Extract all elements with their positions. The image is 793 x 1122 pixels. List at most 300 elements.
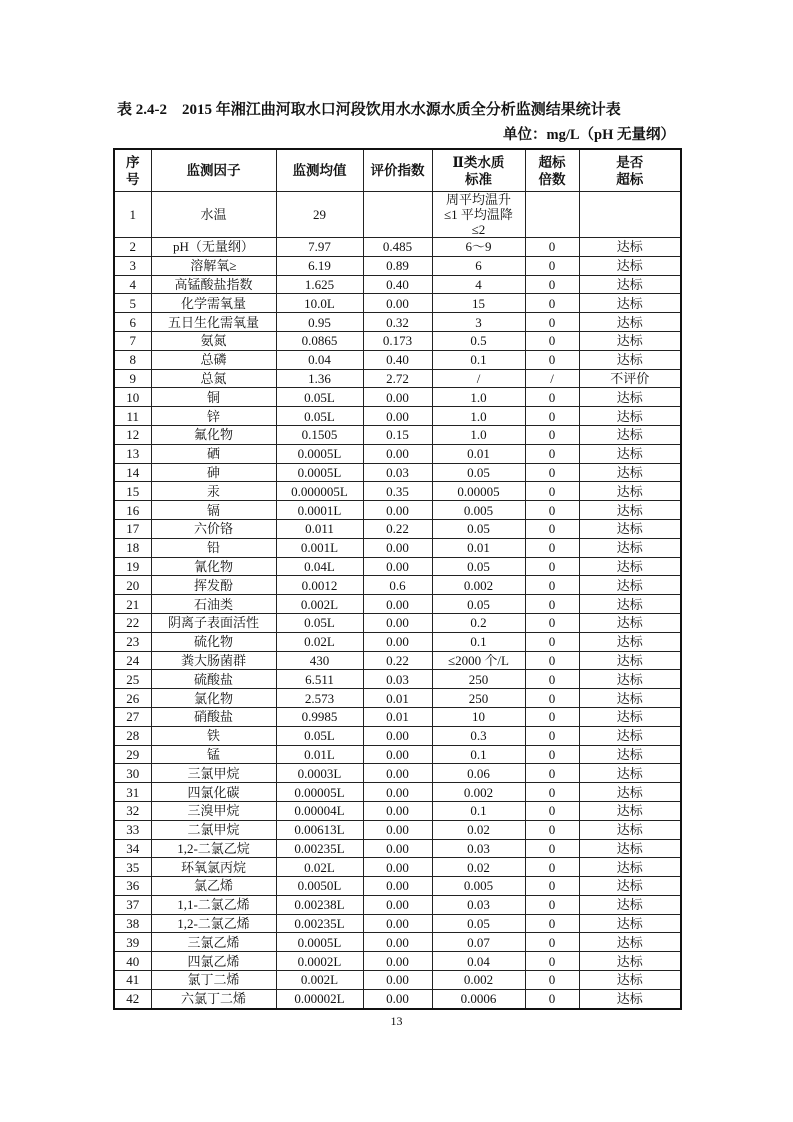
factor-name: 四氯化碳 [151, 783, 276, 802]
table-row [114, 256, 681, 275]
exceed-status: 达标 [579, 670, 681, 689]
exceed-status: 达标 [579, 651, 681, 670]
table-row [114, 425, 681, 444]
exceed-times: 0 [525, 820, 579, 839]
table-row [114, 350, 681, 369]
exceed-times: 0 [525, 933, 579, 952]
factor-name: 铁 [151, 726, 276, 745]
exceed-status: 达标 [579, 989, 681, 1008]
row-index: 15 [114, 482, 151, 501]
mean-value: 0.1505 [276, 425, 363, 444]
exceed-times: 0 [525, 294, 579, 313]
row-index: 34 [114, 839, 151, 858]
exceed-times: 0 [525, 482, 579, 501]
table-row [114, 275, 681, 294]
factor-name: 五日生化需氧量 [151, 313, 276, 332]
mean-value: 29 [276, 192, 363, 238]
standard-value: 4 [432, 275, 525, 294]
evaluation-index: 0.00 [363, 407, 432, 426]
mean-value: 1.36 [276, 369, 363, 388]
exceed-status: 达标 [579, 294, 681, 313]
row-index: 4 [114, 275, 151, 294]
exceed-status: 达标 [579, 933, 681, 952]
standard-value: 0.1 [432, 350, 525, 369]
exceed-status: 达标 [579, 971, 681, 990]
exceed-times: 0 [525, 651, 579, 670]
header-row [114, 149, 681, 192]
exceed-status: 达标 [579, 745, 681, 764]
exceed-times: 0 [525, 689, 579, 708]
row-index: 10 [114, 388, 151, 407]
standard-value: 0.05 [432, 463, 525, 482]
standard-value: 0.005 [432, 501, 525, 520]
evaluation-index: 0.00 [363, 989, 432, 1008]
exceed-times: 0 [525, 914, 579, 933]
factor-name: 粪大肠菌群 [151, 651, 276, 670]
evaluation-index: 0.15 [363, 425, 432, 444]
table-row [114, 689, 681, 708]
factor-name: 氯化物 [151, 689, 276, 708]
row-index: 42 [114, 989, 151, 1008]
exceed-status: 达标 [579, 463, 681, 482]
table-row [114, 839, 681, 858]
standard-value: 0.06 [432, 764, 525, 783]
row-index: 30 [114, 764, 151, 783]
evaluation-index: 0.485 [363, 238, 432, 257]
table-row [114, 933, 681, 952]
evaluation-index: 0.03 [363, 463, 432, 482]
exceed-times: 0 [525, 595, 579, 614]
mean-value: 0.05L [276, 388, 363, 407]
standard-value: 0.03 [432, 839, 525, 858]
table-row [114, 444, 681, 463]
row-index: 24 [114, 651, 151, 670]
row-index: 21 [114, 595, 151, 614]
factor-name: 氯乙烯 [151, 877, 276, 896]
mean-value: 0.00235L [276, 839, 363, 858]
evaluation-index: 0.00 [363, 745, 432, 764]
table-row [114, 519, 681, 538]
factor-name: 环氧氯丙烷 [151, 858, 276, 877]
exceed-status: 达标 [579, 519, 681, 538]
row-index: 27 [114, 707, 151, 726]
factor-name: 溶解氧≥ [151, 256, 276, 275]
row-index: 3 [114, 256, 151, 275]
standard-value: 0.1 [432, 801, 525, 820]
mean-value: 0.04L [276, 557, 363, 576]
evaluation-index: 0.173 [363, 331, 432, 350]
exceed-times: / [525, 369, 579, 388]
exceed-times: 0 [525, 839, 579, 858]
mean-value: 0.0865 [276, 331, 363, 350]
standard-value: 0.1 [432, 632, 525, 651]
factor-name: 化学需氧量 [151, 294, 276, 313]
standard-value: 1.0 [432, 407, 525, 426]
row-index: 5 [114, 294, 151, 313]
evaluation-index: 0.00 [363, 895, 432, 914]
row-index: 9 [114, 369, 151, 388]
standard-value: 0.005 [432, 877, 525, 896]
evaluation-index: 0.00 [363, 764, 432, 783]
standard-value: 0.01 [432, 444, 525, 463]
mean-value: 0.00004L [276, 801, 363, 820]
row-index: 8 [114, 350, 151, 369]
exceed-times: 0 [525, 313, 579, 332]
evaluation-index: 0.00 [363, 613, 432, 632]
standard-value: 0.02 [432, 820, 525, 839]
evaluation-index: 0.01 [363, 707, 432, 726]
mean-value: 0.00613L [276, 820, 363, 839]
evaluation-index: 0.00 [363, 839, 432, 858]
mean-value: 0.001L [276, 538, 363, 557]
mean-value: 0.0005L [276, 463, 363, 482]
exceed-times: 0 [525, 238, 579, 257]
factor-name: 氯丁二烯 [151, 971, 276, 990]
standard-value: 1.0 [432, 388, 525, 407]
table-title: 表 2.4-2 2015 年湘江曲河取水口河段饮用水水源水质全分析监测结果统计表 [117, 102, 621, 118]
standard-value: 0.2 [432, 613, 525, 632]
table-row [114, 482, 681, 501]
evaluation-index: 0.00 [363, 783, 432, 802]
evaluation-index: 0.00 [363, 801, 432, 820]
mean-value: 6.19 [276, 256, 363, 275]
exceed-status: 达标 [579, 407, 681, 426]
mean-value: 0.02L [276, 632, 363, 651]
table-row [114, 595, 681, 614]
exceed-times: 0 [525, 388, 579, 407]
header-index-value: 评价指数 [363, 149, 432, 192]
factor-name: 六氯丁二烯 [151, 989, 276, 1008]
mean-value: 0.00005L [276, 783, 363, 802]
mean-value: 0.00238L [276, 895, 363, 914]
row-index: 1 [114, 192, 151, 238]
header-standard: Ⅱ类水质标准 [432, 149, 525, 192]
factor-name: 汞 [151, 482, 276, 501]
exceed-times: 0 [525, 707, 579, 726]
unit-note: 单位：mg/L（pH 无量纲） [503, 127, 675, 143]
page-number: 13 [390, 1014, 403, 1028]
evaluation-index: 0.89 [363, 256, 432, 275]
exceed-status: 达标 [579, 425, 681, 444]
exceed-times: 0 [525, 726, 579, 745]
exceed-times: 0 [525, 256, 579, 275]
table-row [114, 369, 681, 388]
evaluation-index: 0.00 [363, 858, 432, 877]
standard-value: 0.3 [432, 726, 525, 745]
header-mean: 监测均值 [276, 149, 363, 192]
table-row [114, 971, 681, 990]
evaluation-index: 0.00 [363, 726, 432, 745]
exceed-status: 达标 [579, 256, 681, 275]
table-row [114, 670, 681, 689]
table-row [114, 707, 681, 726]
table-row [114, 294, 681, 313]
factor-name: 二氯甲烷 [151, 820, 276, 839]
exceed-times: 0 [525, 877, 579, 896]
exceed-times: 0 [525, 463, 579, 482]
evaluation-index: 0.00 [363, 538, 432, 557]
row-index: 14 [114, 463, 151, 482]
exceed-status: 达标 [579, 313, 681, 332]
evaluation-index: 0.00 [363, 294, 432, 313]
standard-value: 0.07 [432, 933, 525, 952]
mean-value: 0.0005L [276, 933, 363, 952]
exceed-times: 0 [525, 407, 579, 426]
exceed-status: 达标 [579, 801, 681, 820]
exceed-times: 0 [525, 425, 579, 444]
factor-name: 1,2-二氯乙烯 [151, 914, 276, 933]
row-index: 6 [114, 313, 151, 332]
mean-value: 0.0012 [276, 576, 363, 595]
exceed-status: 达标 [579, 238, 681, 257]
factor-name: 水温 [151, 192, 276, 238]
standard-value: 0.002 [432, 576, 525, 595]
evaluation-index: 0.00 [363, 595, 432, 614]
table-row [114, 576, 681, 595]
factor-name: 氰化物 [151, 557, 276, 576]
table-row [114, 407, 681, 426]
exceed-times: 0 [525, 557, 579, 576]
exceed-status: 达标 [579, 952, 681, 971]
factor-name: 四氯乙烯 [151, 952, 276, 971]
standard-value: 10 [432, 707, 525, 726]
mean-value: 2.573 [276, 689, 363, 708]
factor-name: 三氯乙烯 [151, 933, 276, 952]
evaluation-index: 0.00 [363, 952, 432, 971]
factor-name: 锌 [151, 407, 276, 426]
header-index: 序号 [114, 149, 151, 192]
table-row [114, 820, 681, 839]
exceed-status: 达标 [579, 613, 681, 632]
factor-name: 硒 [151, 444, 276, 463]
factor-name: 镉 [151, 501, 276, 520]
evaluation-index [363, 192, 432, 238]
exceed-status: 达标 [579, 877, 681, 896]
standard-value: 0.05 [432, 914, 525, 933]
water-quality-table [113, 148, 682, 1010]
standard-value: 0.5 [432, 331, 525, 350]
standard-value: 0.02 [432, 858, 525, 877]
mean-value: 0.05L [276, 613, 363, 632]
exceed-status: 达标 [579, 895, 681, 914]
standard-value: 6～9 [432, 238, 525, 257]
exceed-times: 0 [525, 895, 579, 914]
row-index: 39 [114, 933, 151, 952]
evaluation-index: 0.00 [363, 501, 432, 520]
evaluation-index: 0.22 [363, 651, 432, 670]
evaluation-index: 0.00 [363, 557, 432, 576]
factor-name: 锰 [151, 745, 276, 764]
evaluation-index: 0.00 [363, 632, 432, 651]
exceed-times: 0 [525, 801, 579, 820]
mean-value: 0.05L [276, 726, 363, 745]
exceed-times: 0 [525, 952, 579, 971]
exceed-status: 达标 [579, 538, 681, 557]
table-row [114, 877, 681, 896]
exceed-status: 达标 [579, 764, 681, 783]
exceed-status: 不评价 [579, 369, 681, 388]
factor-name: 砷 [151, 463, 276, 482]
table-row [114, 613, 681, 632]
row-index: 37 [114, 895, 151, 914]
mean-value: 6.511 [276, 670, 363, 689]
row-index: 2 [114, 238, 151, 257]
factor-name: 三溴甲烷 [151, 801, 276, 820]
row-index: 11 [114, 407, 151, 426]
evaluation-index: 0.32 [363, 313, 432, 332]
standard-value: 0.002 [432, 783, 525, 802]
header-exceed: 是否超标 [579, 149, 681, 192]
exceed-status: 达标 [579, 914, 681, 933]
exceed-status: 达标 [579, 576, 681, 595]
exceed-times: 0 [525, 331, 579, 350]
row-index: 12 [114, 425, 151, 444]
exceed-times: 0 [525, 971, 579, 990]
mean-value: 0.02L [276, 858, 363, 877]
exceed-status: 达标 [579, 632, 681, 651]
mean-value: 0.95 [276, 313, 363, 332]
standard-value: 0.03 [432, 895, 525, 914]
row-index: 29 [114, 745, 151, 764]
exceed-times: 0 [525, 613, 579, 632]
mean-value: 0.0002L [276, 952, 363, 971]
mean-value: 7.97 [276, 238, 363, 257]
exceed-status: 达标 [579, 707, 681, 726]
exceed-status: 达标 [579, 595, 681, 614]
exceed-times: 0 [525, 538, 579, 557]
mean-value: 0.0050L [276, 877, 363, 896]
mean-value: 0.011 [276, 519, 363, 538]
standard-value: 0.05 [432, 557, 525, 576]
exceed-status: 达标 [579, 275, 681, 294]
standard-value: 0.0006 [432, 989, 525, 1008]
row-index: 32 [114, 801, 151, 820]
mean-value: 0.04 [276, 350, 363, 369]
exceed-times: 0 [525, 745, 579, 764]
factor-name: 三氯甲烷 [151, 764, 276, 783]
row-index: 17 [114, 519, 151, 538]
standard-value: 0.05 [432, 595, 525, 614]
exceed-status: 达标 [579, 783, 681, 802]
table-row [114, 783, 681, 802]
standard-value: 0.1 [432, 745, 525, 764]
table-row [114, 764, 681, 783]
row-index: 41 [114, 971, 151, 990]
mean-value: 0.000005L [276, 482, 363, 501]
row-index: 26 [114, 689, 151, 708]
evaluation-index: 0.6 [363, 576, 432, 595]
table-row [114, 501, 681, 520]
row-index: 16 [114, 501, 151, 520]
factor-name: 阴离子表面活性 [151, 613, 276, 632]
evaluation-index: 0.00 [363, 820, 432, 839]
standard-value: 3 [432, 313, 525, 332]
factor-name: 总磷 [151, 350, 276, 369]
mean-value: 0.0005L [276, 444, 363, 463]
exceed-times: 0 [525, 350, 579, 369]
table-row [114, 895, 681, 914]
exceed-times: 0 [525, 632, 579, 651]
table-row [114, 858, 681, 877]
table-row [114, 745, 681, 764]
mean-value: 0.00235L [276, 914, 363, 933]
row-index: 22 [114, 613, 151, 632]
header-exceed-times: 超标倍数 [525, 149, 579, 192]
evaluation-index: 0.22 [363, 519, 432, 538]
exceed-status: 达标 [579, 444, 681, 463]
exceed-times: 0 [525, 576, 579, 595]
row-index: 38 [114, 914, 151, 933]
mean-value: 430 [276, 651, 363, 670]
mean-value: 0.0001L [276, 501, 363, 520]
row-index: 18 [114, 538, 151, 557]
row-index: 7 [114, 331, 151, 350]
table-row [114, 192, 681, 238]
row-index: 25 [114, 670, 151, 689]
table-row [114, 801, 681, 820]
exceed-times: 0 [525, 501, 579, 520]
factor-name: 1,1-二氯乙烯 [151, 895, 276, 914]
evaluation-index: 0.00 [363, 914, 432, 933]
evaluation-index: 0.00 [363, 933, 432, 952]
table-row [114, 463, 681, 482]
standard-value: ≤2000 个/L [432, 651, 525, 670]
standard-value: / [432, 369, 525, 388]
standard-value: 0.04 [432, 952, 525, 971]
standard-value: 15 [432, 294, 525, 313]
factor-name: 高锰酸盐指数 [151, 275, 276, 294]
exceed-times: 0 [525, 989, 579, 1008]
factor-name: 氨氮 [151, 331, 276, 350]
row-index: 28 [114, 726, 151, 745]
exceed-times: 0 [525, 275, 579, 294]
factor-name: 六价铬 [151, 519, 276, 538]
table-row [114, 914, 681, 933]
table-row [114, 952, 681, 971]
mean-value: 0.002L [276, 595, 363, 614]
mean-value: 1.625 [276, 275, 363, 294]
evaluation-index: 0.35 [363, 482, 432, 501]
exceed-status: 达标 [579, 331, 681, 350]
exceed-times: 0 [525, 858, 579, 877]
factor-name: 铅 [151, 538, 276, 557]
exceed-status: 达标 [579, 388, 681, 407]
table-row [114, 726, 681, 745]
mean-value: 0.9985 [276, 707, 363, 726]
mean-value: 0.00002L [276, 989, 363, 1008]
evaluation-index: 0.03 [363, 670, 432, 689]
factor-name: 氟化物 [151, 425, 276, 444]
standard-value: 1.0 [432, 425, 525, 444]
mean-value: 10.0L [276, 294, 363, 313]
table-row [114, 238, 681, 257]
standard-value: 250 [432, 670, 525, 689]
factor-name: 铜 [151, 388, 276, 407]
exceed-times: 0 [525, 783, 579, 802]
evaluation-index: 0.00 [363, 388, 432, 407]
exceed-times: 0 [525, 519, 579, 538]
exceed-status [579, 192, 681, 238]
exceed-times: 0 [525, 670, 579, 689]
row-index: 19 [114, 557, 151, 576]
table-row [114, 313, 681, 332]
factor-name: 1,2-二氯乙烷 [151, 839, 276, 858]
evaluation-index: 0.40 [363, 275, 432, 294]
evaluation-index: 0.40 [363, 350, 432, 369]
standard-value: 0.01 [432, 538, 525, 557]
exceed-status: 达标 [579, 501, 681, 520]
standard-value: 6 [432, 256, 525, 275]
